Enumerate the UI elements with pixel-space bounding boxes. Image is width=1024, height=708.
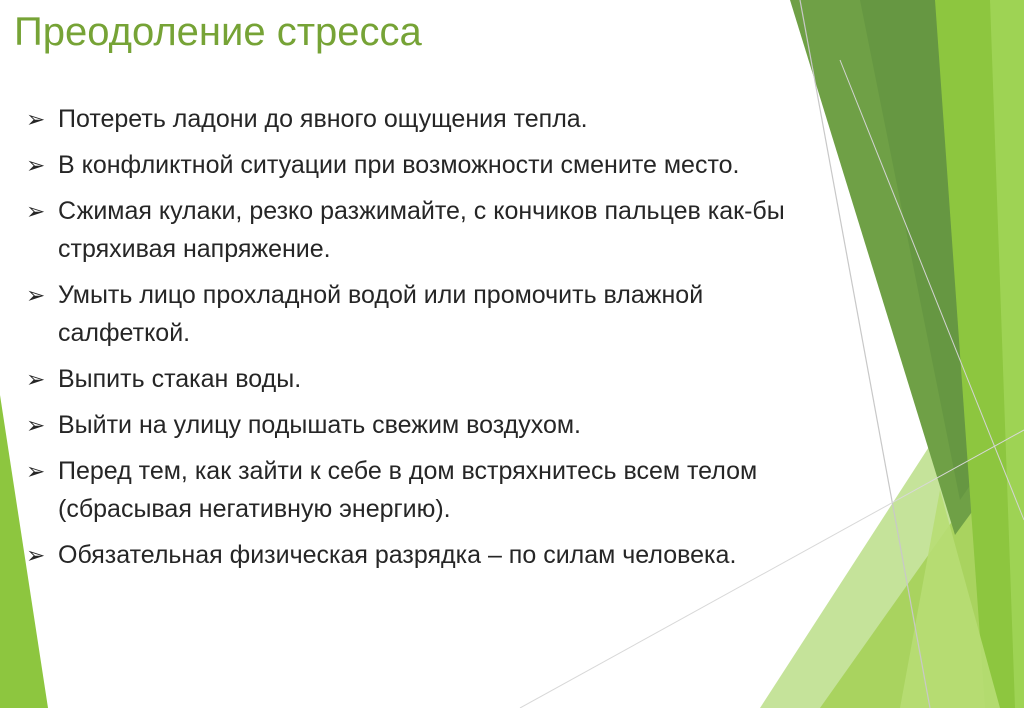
list-item-text: Обязательная физическая разрядка – по силам человека.	[58, 541, 737, 569]
arrow-bullet-icon: ➢	[26, 282, 46, 308]
list-item-text: Перед тем, как зайти к себе в дом встряхнитесь всем телом (сбрасывая негативную энергию).	[58, 457, 758, 523]
list-item	[26, 406, 796, 444]
list-item-text: Выпить стакан воды.	[58, 365, 302, 393]
list-item	[26, 536, 796, 574]
arrow-bullet-icon: ➢	[26, 366, 46, 392]
arrow-bullet-icon: ➢	[26, 106, 46, 132]
list-item-text: Сжимая кулаки, резко разжимайте, с кончиков пальцев как-бы стряхивая напряжение.	[58, 197, 785, 263]
list-item	[26, 452, 796, 528]
list-item	[26, 146, 796, 184]
list-item-text: В конфликтной ситуации при возможности смените место.	[58, 151, 740, 179]
arrow-bullet-icon: ➢	[26, 458, 46, 484]
list-item-text: Потереть ладони до явного ощущения тепла.	[58, 105, 588, 133]
arrow-bullet-icon: ➢	[26, 152, 46, 178]
bullet-list	[26, 100, 796, 582]
list-item-text: Умыть лицо прохладной водой или промочить влажной салфеткой.	[58, 281, 704, 347]
list-item-text: Выйти на улицу подышать свежим воздухом.	[58, 411, 581, 439]
arrow-bullet-icon: ➢	[26, 198, 46, 224]
list-item	[26, 360, 796, 398]
list-item	[26, 100, 796, 138]
arrow-bullet-icon: ➢	[26, 542, 46, 568]
slide-title: Преодоление стресса	[14, 10, 422, 54]
arrow-bullet-icon: ➢	[26, 412, 46, 438]
list-item	[26, 276, 796, 352]
list-item	[26, 192, 796, 268]
